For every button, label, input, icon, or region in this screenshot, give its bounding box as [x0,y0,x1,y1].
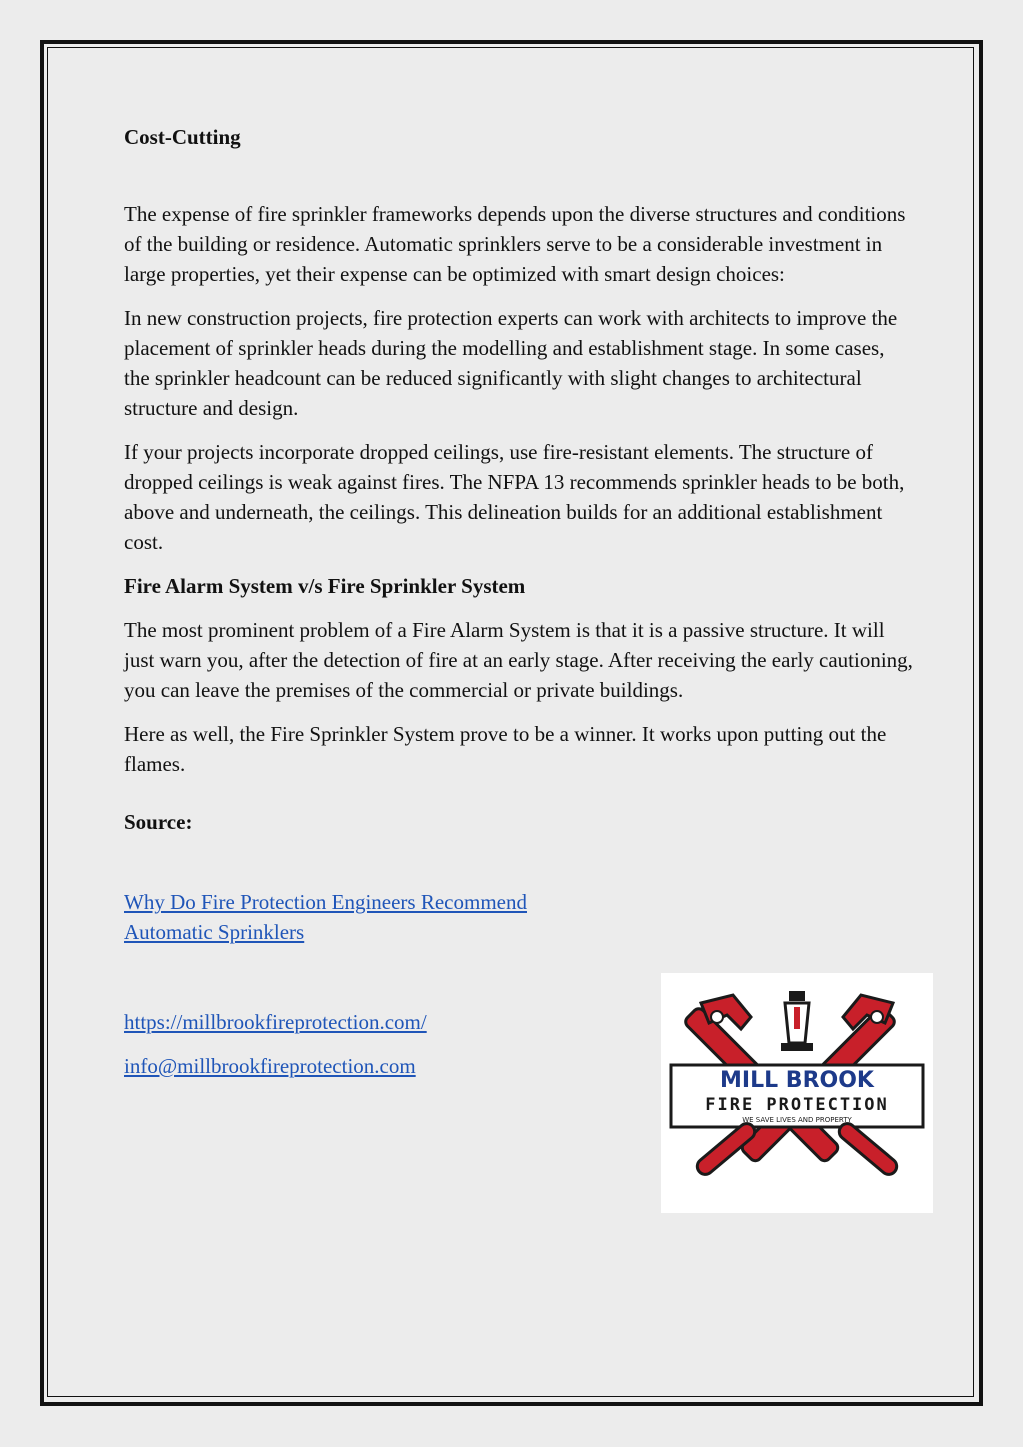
company-logo [661,973,933,1213]
email-link[interactable]: info@millbrookfireprotection.com [124,1054,416,1078]
heading-alarm-vs-sprinkler: Fire Alarm System v/s Fire Sprinkler System [124,574,526,598]
logo-line2: FIRE PROTECTION [705,1095,889,1115]
heading-cost-cutting: Cost-Cutting [124,125,241,149]
paragraph: Here as well, the Fire Sprinkler System prove to be a winner. It works upon putting out the flames. [124,722,887,776]
paragraph: The most prominent problem of a Fire Alarm System is that it is a passive structure. It will just warn you, after the detection of fire at an early stage. After receiving the early cautioning, you can leave the premises of the commercial or private buildings. [124,618,913,702]
logo-line1: MILL BROOK [720,1068,874,1093]
website-link[interactable]: https://millbrookfireprotection.com/ [124,1010,427,1034]
sprinkler-head-icon [781,991,813,1051]
source-article-link[interactable]: Why Do Fire Protection Engineers Recommend Automatic Sprinklers [124,890,527,944]
logo-tagline: WE SAVE LIVES AND PROPERTY [742,1116,852,1124]
paragraph: In new construction projects, fire protection experts can work with architects to improve the placement of sprinkler heads during the modelling and establishment stage. In some cases, the sprinkler headcount can be reduced significantly with slight changes to architectural structure and design. [124,306,898,420]
logo-graphic [661,973,933,1213]
document-body [124,122,914,1095]
heading-source: Source: [124,810,193,834]
paragraph: The expense of fire sprinkler frameworks depends upon the diverse structures and conditions of the building or residence. Automatic sprinklers serve to be a considerable investment in large properties, yet their expense can be optimized with smart design choices: [124,202,906,286]
paragraph: If your projects incorporate dropped ceilings, use fire-resistant elements. The structure of dropped ceilings is weak against fires. The NFPA 13 recommends sprinkler heads to be both, above and underneath, the ceilings. This delineation builds for an additional establishment cost. [124,440,905,554]
